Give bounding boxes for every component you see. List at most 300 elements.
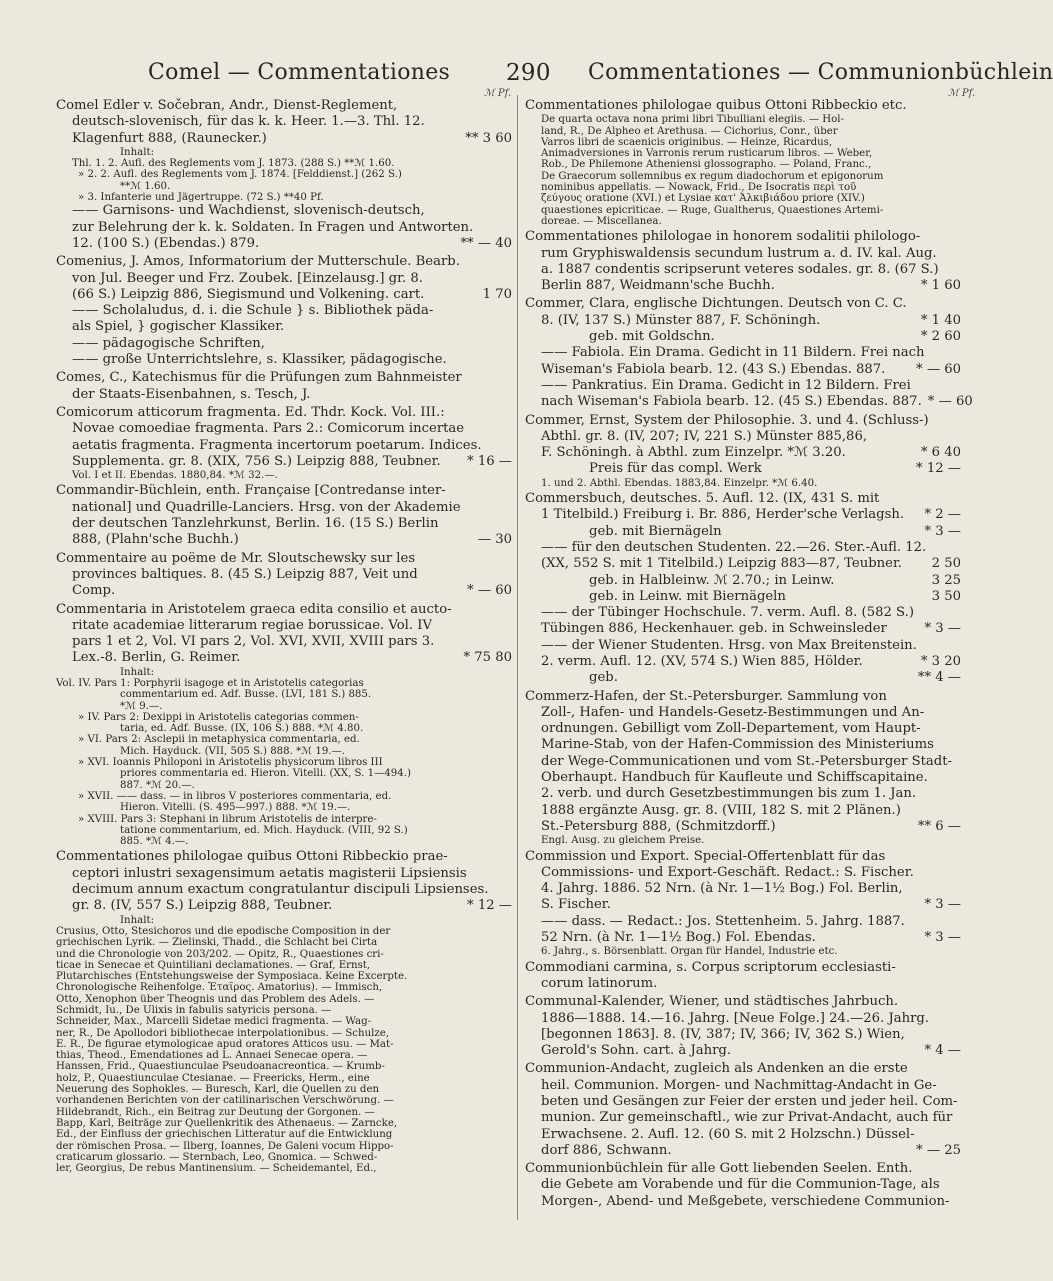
entry-text: von Jul. Beeger und Frz. Zoubek. [Einzelausg.] gr. 8. <box>72 270 423 286</box>
catalog-note-line <box>525 946 961 957</box>
catalog-entry-line <box>56 618 512 634</box>
catalog-note-line <box>56 1005 512 1016</box>
catalog-note-line <box>56 712 512 723</box>
catalog-entry-line <box>525 737 961 753</box>
entry-text: nominibus appellatis. — Nowack, Frid., De Isocratis περὶ τοῦ <box>541 182 857 194</box>
catalog-entry-line <box>525 556 961 572</box>
catalog-note-line <box>525 159 961 170</box>
catalog-entry-heading <box>525 229 961 245</box>
entry-text: provinces baltiques. 8. (45 S.) Leipzig 887, Veit und <box>72 566 418 582</box>
entry-price: * 12 — <box>916 461 961 477</box>
catalog-entry-heading <box>525 98 961 114</box>
entry-text: Hanssen, Frid., Quaestiunculae Pseudoanacreontica. — Krumb- <box>56 1061 385 1073</box>
catalog-entry-line <box>525 445 961 461</box>
entry-price: * 3 — <box>924 930 961 946</box>
entry-price: 2 50 <box>931 556 961 572</box>
left-column <box>56 98 512 1174</box>
entry-text: aetatis fragmenta. Fragmenta incertorum poetarum. Indices. <box>72 437 482 453</box>
entry-text: Comp. <box>72 583 116 599</box>
catalog-entry-line <box>525 881 961 897</box>
catalog-entry-line <box>525 507 961 523</box>
catalog-note-line <box>525 478 961 489</box>
catalog-entry-heading <box>56 405 512 421</box>
page-number: 290 <box>506 60 551 86</box>
catalog-entry-line <box>525 262 961 278</box>
entry-text: Vol. IV. Pars 1: Porphyrii isagoge et in Aristotelis categorias <box>56 677 364 689</box>
entry-text: Tübingen 886, Heckenhauer. geb. in Schweinsleder <box>541 621 887 637</box>
entry-price: — 30 <box>477 532 512 548</box>
entry-text: Marine-Stab, von der Hafen-Commission des Ministeriums <box>541 737 934 753</box>
catalog-entry-heading <box>56 849 512 865</box>
entry-text: » 2. 2. Aufl. des Reglements vom J. 1874. [Felddienst.] (262 S.) <box>78 169 402 181</box>
catalog-entry-line <box>56 203 512 219</box>
column-divider <box>517 95 518 1220</box>
entry-text: Communal-Kalender, Wiener, und städtisches Jahrbuch. <box>525 994 899 1010</box>
catalog-entry-line <box>525 1078 961 1094</box>
entry-text: » XVIII. Pars 3: Stephani in librum Aristotelis de interpre- <box>78 813 377 825</box>
catalog-entry-heading <box>56 370 512 386</box>
entry-text: —— der Wiener Studenten. Hrsg. von Max Breitenstein. <box>541 637 917 653</box>
entry-text: geb. mit Biernägeln <box>589 523 722 539</box>
catalog-note-line <box>56 994 512 1005</box>
entry-text: De quarta octava nona primi libri Tibulliani elegiis. — Hol- <box>541 114 844 126</box>
catalog-note-line <box>56 701 512 712</box>
catalog-entry-line <box>525 1143 961 1159</box>
catalog-entry-line <box>56 220 512 236</box>
catalog-entry-heading <box>525 1061 961 1077</box>
catalog-note-line <box>56 802 512 813</box>
entry-text: dorf 886, Schwann. <box>541 1142 672 1158</box>
entry-price: * 75 80 <box>463 650 512 666</box>
catalog-entry-line <box>525 1194 961 1210</box>
catalog-entry-heading <box>525 1161 961 1177</box>
entry-text: 1. und 2. Abthl. Ebendas. 1883,84. Einzelpr. *ℳ 6.40. <box>541 477 818 489</box>
entry-text: Bapp, Karl, Beiträge zur Quellenkritik des Athenaeus. — Zarncke, <box>56 1117 398 1129</box>
entry-text: als Spiel, } gogischer Klassiker. <box>72 319 285 335</box>
entry-price: * 3 — <box>924 621 961 637</box>
entry-text: Wiseman's Fabiola bearb. 12. (43 S.) Ebendas. 887. <box>541 361 886 377</box>
entry-text: gr. 8. (IV, 557 S.) Leipzig 888, Teubner. <box>72 898 333 914</box>
entry-price: * — 60 <box>916 361 961 377</box>
entry-text: **ℳ 1.60. <box>120 180 171 192</box>
catalog-entry-line <box>525 621 961 637</box>
catalog-entry-heading <box>56 551 512 567</box>
entry-text: decimum annum exactum congratulantur discipuli Lipsienses. <box>72 882 489 898</box>
catalog-entry-line <box>525 1043 961 1059</box>
entry-text: und die Chronologie von 203/202. — Opitz, R., Quaestiones cri- <box>56 948 384 960</box>
catalog-entry-line <box>525 429 961 445</box>
entry-text: der deutschen Tanzlehrkunst, Berlin. 16. (15 S.) Berlin <box>72 516 439 532</box>
catalog-entry-line <box>525 754 961 770</box>
catalog-entry-line <box>525 930 961 946</box>
catalog-note-line <box>525 182 961 193</box>
entry-text: Commentationes philologae quibus Ottoni Ribbeckio etc. <box>525 98 907 113</box>
catalog-note-line <box>525 205 961 216</box>
entry-text: 1886—1888. 14.—16. Jahrg. [Neue Folge.] 24.—26. Jahrg. <box>541 1010 930 1026</box>
entry-price: * 6 40 <box>920 445 961 461</box>
entry-text: Varros libri de scaenicis originibus. — Heinze, Ricardus, <box>541 136 833 148</box>
catalog-note-line <box>56 723 512 734</box>
entry-text: Commission und Export. Special-Offertenblatt für das <box>525 848 886 864</box>
entry-text: land, R., De Alpheo et Arethusa. — Cichorius, Conr., über <box>541 125 838 137</box>
entry-text: geb. mit Goldschn. <box>589 329 715 345</box>
catalog-note-line <box>56 1061 512 1072</box>
catalog-entry-line <box>525 654 961 670</box>
catalog-entry-line <box>56 567 512 583</box>
currency-mark-left: ℳ Pf. <box>484 88 512 99</box>
entry-text: Engl. Ausg. zu gleichem Preise. <box>541 835 705 847</box>
catalog-entry-line <box>56 866 512 882</box>
entry-text: Hieron. Vitelli. (S. 495—997.) 888. *ℳ 19.—. <box>120 802 351 814</box>
catalog-note-line <box>56 791 512 802</box>
catalog-note-line <box>56 937 512 948</box>
catalog-note-line <box>525 114 961 125</box>
catalog-entry-line <box>56 421 512 437</box>
catalog-entry-heading <box>525 491 961 507</box>
entry-price: * — 25 <box>916 1142 961 1158</box>
catalog-note-line <box>56 1084 512 1095</box>
catalog-note-line <box>56 1073 512 1084</box>
entry-price: * — 60 <box>467 583 512 599</box>
entry-text: Schmidt, Iu., De Ulixis in fabulis satyricis persona. — <box>56 1005 332 1016</box>
catalog-note-line <box>56 814 512 825</box>
entry-text: ner, R., De Apollodori bibliothecae interpolationibus. — Schulze, <box>56 1027 390 1039</box>
entry-price: * 2 — <box>924 507 961 523</box>
entry-price: * 16 — <box>467 453 512 469</box>
catalog-note-line <box>56 1016 512 1027</box>
catalog-note-line <box>56 169 512 180</box>
catalog-note-line <box>56 825 512 836</box>
entry-text: —— pädagogische Schriften, <box>72 335 265 351</box>
catalog-entry-line <box>56 336 512 352</box>
catalog-note-line <box>56 949 512 960</box>
catalog-note-line <box>56 1152 512 1163</box>
entry-price: ** 4 — <box>917 670 961 686</box>
entry-text: Berlin 887, Weidmann'sche Buchh. <box>541 278 775 294</box>
entry-text: Schneider, Max., Marcelli Sidetae medici fragmenta. — Wag- <box>56 1016 372 1028</box>
catalog-entry-line <box>56 438 512 454</box>
entry-text: 4. Jahrg. 1886. 52 Nrn. (à Nr. 1—1½ Bog.) Fol. Berlin, <box>541 881 903 897</box>
entry-price: ** — 40 <box>460 235 512 251</box>
catalog-note-line <box>56 926 512 937</box>
catalog-entry-heading <box>56 483 512 499</box>
entry-text: Zoll-, Hafen- und Handels-Gesetz-Bestimmungen und An- <box>541 704 925 720</box>
catalog-entry-line <box>525 1011 961 1027</box>
catalog-entry-line <box>56 287 512 303</box>
entry-text: munion. Zur gemeinschaftl., wie zur Privat-Andacht, auch für <box>541 1110 953 1126</box>
catalog-entry-line <box>525 605 961 621</box>
entry-text: Ed., der Einfluss der griechischen Litteratur auf die Entwicklung <box>56 1129 393 1141</box>
entry-text: Commersbuch, deutsches. 5. Aufl. 12. (IX, 431 S. mit <box>525 491 880 507</box>
entry-text: craticarum glossario. — Sternbach, Leo, Gnomica. — Schwed- <box>56 1151 378 1163</box>
entry-text: » XVI. Ioannis Philoponi in Aristotelis physicorum libros III <box>78 757 383 769</box>
catalog-note-line <box>525 137 961 148</box>
catalog-entry-line <box>525 329 961 345</box>
entry-text: E. R., De figurae etymologicae apud oratores Atticos usu. — Mat- <box>56 1038 394 1050</box>
catalog-note-line <box>56 1129 512 1140</box>
catalog-entry-heading <box>56 98 512 114</box>
catalog-entry-heading <box>525 960 961 976</box>
catalog-entry-line <box>525 976 961 992</box>
catalog-entry-line <box>525 670 961 686</box>
entry-text: De Graecorum sollemnibus ex regum diadochorum et epigonorum <box>541 170 884 182</box>
entry-text: doreae. — Miscellanea. <box>541 215 662 227</box>
entry-price: * 3 — <box>924 897 961 913</box>
entry-text: commentarium ed. Adf. Busse. (LVI, 181 S.) 885. <box>120 689 372 701</box>
entry-price: * 1 40 <box>920 312 961 328</box>
entry-text: Abthl. gr. 8. (IV, 207; IV, 221 S.) Münster 885,86, <box>541 428 868 444</box>
entry-text: Commentationes philologae quibus Ottoni Ribbeckio prae- <box>56 849 448 865</box>
entry-text: ζεύγους oratione (XVI.) et Lysiae κατ' Ἀλκιβιάδου priore (XIV.) <box>541 193 865 205</box>
catalog-note-line <box>56 1141 512 1152</box>
entry-text: rum Gryphiswaldensis secundum lustrum a. d. IV. kal. Aug. <box>541 245 937 261</box>
entry-text: 887. *ℳ 20.—. <box>120 779 195 791</box>
entry-text: 888, (Plahn'sche Buchh.) <box>72 532 239 548</box>
entry-text: taria, ed. Adf. Busse. (IX, 106 S.) 888. *ℳ 4.80. <box>120 723 364 735</box>
entry-text: 1 Titelbild.) Freiburg i. Br. 886, Herder'sche Verlagsh. <box>541 507 905 523</box>
catalog-entry-heading <box>525 689 961 705</box>
entry-text: Comenius, J. Amos, Informatorium der Mutterschule. Bearb. <box>56 254 460 270</box>
entry-text: Oberhaupt. Handbuch für Kaufleute und Schiffscapitaine. <box>541 770 928 786</box>
catalog-entry-line <box>56 650 512 666</box>
entry-text: Crusius, Otto, Stesichoros und die epodische Composition in der <box>56 925 391 937</box>
catalog-note-line <box>56 181 512 192</box>
entry-text: 8. (IV, 137 S.) Münster 887, F. Schöningh. <box>541 312 821 328</box>
catalog-note-line <box>56 192 512 203</box>
catalog-entry-line <box>525 1094 961 1110</box>
entry-text: der Wege-Communicationen und vom St.-Petersburger Stadt- <box>541 753 952 769</box>
catalog-note-line <box>56 836 512 847</box>
entry-text: Hildebrandt, Rich., ein Beitrag zur Deutung der Gorgonen. — <box>56 1106 375 1118</box>
catalog-entry-line <box>525 345 961 361</box>
entry-text: Communion-Andacht, zugleich als Andenken an die erste <box>525 1061 908 1077</box>
catalog-entry-line <box>525 1127 961 1143</box>
entry-text: —— der Tübinger Hochschule. 7. verm. Aufl. 8. (582 S.) <box>541 605 914 621</box>
catalog-entry-line <box>525 1110 961 1126</box>
catalog-entry-line <box>56 882 512 898</box>
entry-text: *ℳ 9.—. <box>120 700 163 712</box>
entry-text: nach Wiseman's Fabiola bearb. 12. (45 S.) Ebendas. 887. <box>541 394 922 410</box>
entry-text: Mich. Hayduck. (VII, 505 S.) 888. *ℳ 19.—. <box>120 745 345 757</box>
catalog-entry-line <box>56 271 512 287</box>
catalog-entry-line <box>56 114 512 130</box>
catalog-entry-line <box>525 914 961 930</box>
catalog-entry-line <box>56 583 512 599</box>
catalog-note-line <box>56 1028 512 1039</box>
entry-text: thias, Theod., Emendationes ad L. Annaei Senecae opera. — <box>56 1050 368 1062</box>
catalog-entry-line <box>56 131 512 147</box>
running-head-right: Commentationes — Communionbüchlein <box>588 60 1053 85</box>
catalog-note-line <box>56 971 512 982</box>
entry-text: 1888 ergänzte Ausg. gr. 8. (VIII, 182 S. mit 2 Plänen.) <box>541 802 901 818</box>
catalog-entry-heading <box>525 994 961 1010</box>
entry-text: (XX, 552 S. mit 1 Titelbild.) Leipzig 883—87, Teubner. <box>541 556 902 572</box>
entry-price: ** 6 — <box>917 818 961 834</box>
catalog-note-line <box>56 1039 512 1050</box>
entry-text: » XVII. —— dass. — in libros V posteriores commentaria, ed. <box>78 790 392 802</box>
catalog-entry-line <box>525 589 961 605</box>
entry-price: * 3 — <box>924 523 961 539</box>
catalog-entry-line <box>56 516 512 532</box>
entry-text: 2. verb. und durch Gesetzbestimmungen bis zum 1. Jan. <box>541 786 917 802</box>
catalog-entry-line <box>56 532 512 548</box>
catalog-entry-line <box>525 573 961 589</box>
catalog-entry-line <box>525 524 961 540</box>
entry-text: Animadversiones in Varronis rerum rusticarum libros. — Weber, <box>541 148 873 160</box>
entry-text: Comes, C., Katechismus für die Prüfungen zum Bahnmeister <box>56 370 462 386</box>
entry-text: Comicorum atticorum fragmenta. Ed. Thdr. Kock. Vol. III.: <box>56 404 445 420</box>
catalog-entry-line <box>56 634 512 650</box>
catalog-entry-line <box>525 313 961 329</box>
entry-text: ticae in Senecae et Quintiliani declamationes. — Graf, Ernst, <box>56 959 371 971</box>
entry-text: vorhandenen Berichten von der catilinarischen Verschwörung. — <box>56 1095 394 1107</box>
entry-text: Otto, Xenophon über Theognis und das Problem des Adels. — <box>56 993 375 1005</box>
entry-text: ceptori inlustri sexagensimum aetatis magisterii Lipsiensis <box>72 865 467 881</box>
catalog-entry-line <box>525 378 961 394</box>
entry-price: * 3 20 <box>920 653 961 669</box>
entry-text: Commer, Ernst, System der Philosophie. 3. und 4. (Schluss-) <box>525 412 929 428</box>
entry-text: Commer, Clara, englische Dichtungen. Deutsch von C. C. <box>525 296 907 312</box>
entry-text: Rob., De Philemone Atheniensi glossographo. — Poland, Franc., <box>541 159 872 171</box>
entry-text: griechischen Lyrik. — Zielinski, Thadd., die Schlacht bei Cirta <box>56 937 378 949</box>
catalog-entry-line <box>525 721 961 737</box>
entry-text: deutsch-slovenisch, für das k. k. Heer. 1.—3. Thl. 12. <box>72 114 425 130</box>
entry-price: * 12 — <box>467 898 512 914</box>
entry-text: 52 Nrn. (à Nr. 1—1½ Bog.) Fol. Ebendas. <box>541 930 816 946</box>
entry-price: 3 25 <box>931 572 961 588</box>
entry-text: heil. Communion. Morgen- und Nachmittag-Andacht in Ge- <box>541 1077 937 1093</box>
entry-text: Commerz-Hafen, der St.-Petersburger. Sammlung von <box>525 688 887 704</box>
catalog-entry-heading <box>525 849 961 865</box>
catalog-note-line <box>56 667 512 678</box>
entry-text: —— Garnisons- und Wachdienst, slovenisch-deutsch, <box>72 203 425 219</box>
catalog-note-line <box>56 1095 512 1106</box>
catalog-entry-line <box>525 897 961 913</box>
entry-text: Neuerung des Sophokles. — Buresch, Karl, die Quellen zu den <box>56 1084 380 1096</box>
entry-text: —— dass. — Redact.: Jos. Stettenheim. 5. Jahrg. 1887. <box>541 913 905 929</box>
entry-text: Vol. I et II. Ebendas. 1880,84. *ℳ 32.—. <box>72 470 278 482</box>
catalog-entry-heading <box>525 413 961 429</box>
catalog-entry-line <box>525 540 961 556</box>
catalog-entry-line <box>525 278 961 294</box>
catalog-note-line <box>56 1163 512 1174</box>
entry-text: zur Belehrung der k. k. Soldaten. In Fragen und Antworten. <box>72 219 474 235</box>
entry-text: Erwachsene. 2. Aufl. 12. (60 S. mit 2 Holzschn.) Düssel- <box>541 1126 915 1142</box>
catalog-entry-line <box>525 819 961 835</box>
catalog-note-line <box>56 470 512 481</box>
entry-price: ** 3 60 <box>465 130 512 146</box>
entry-price: 3 50 <box>931 588 961 604</box>
entry-text: beten und Gesängen zur Feier der ersten und jeder heil. Com- <box>541 1094 958 1109</box>
entry-text: Plutarchisches (Entstehungsweise der Symposiaca. Keine Excerpte. <box>56 971 408 983</box>
entry-text: Commandir-Büchlein, enth. Française [Contredanse inter- <box>56 483 446 499</box>
currency-mark-right: ℳ Pf. <box>948 88 976 99</box>
catalog-note-line <box>56 1050 512 1061</box>
entry-text: ler, Georgius, De rebus Mantinensium. — Scheidemantel, Ed., <box>56 1163 377 1175</box>
catalog-entry-heading <box>56 254 512 270</box>
entry-text: Commentationes philologae in honorem sodalitii philologo- <box>525 229 921 245</box>
page-header <box>0 60 1053 90</box>
entry-price: * 2 60 <box>920 329 961 345</box>
entry-text: 6. Jahrg., s. Börsenblatt. Organ für Handel, Industrie etc. <box>541 946 838 958</box>
catalog-entry-line <box>56 500 512 516</box>
entry-text: die Gebete am Vorabende und für die Communion-Tage, als <box>541 1177 940 1193</box>
catalog-note-line <box>525 148 961 159</box>
catalog-note-line <box>56 1118 512 1129</box>
catalog-note-line <box>56 734 512 745</box>
entry-text: —— Scholaludus, d. i. die Schule } s. Bibliothek päda- <box>72 303 434 319</box>
entry-text: [begonnen 1863]. 8. (IV, 387; IV, 366; IV, 362 S.) Wien, <box>541 1026 905 1042</box>
catalog-entry-heading <box>56 602 512 618</box>
entry-text: » IV. Pars 2: Dexippi in Aristotelis categorias commen- <box>78 711 359 723</box>
catalog-entry-line <box>525 362 961 378</box>
entry-text: tatione commentarium, ed. Mich. Hayduck. (VIII, 92 S.) <box>120 824 408 836</box>
catalog-note-line <box>56 768 512 779</box>
entry-text: geb. in Leinw. mit Biernägeln <box>589 588 786 604</box>
catalog-note-line <box>56 982 512 993</box>
entry-text: Klagenfurt 888, (Raunecker.) <box>72 130 267 146</box>
entry-text: 2. verm. Aufl. 12. (XV, 574 S.) Wien 885, Hölder. <box>541 653 863 669</box>
entry-text: Comel Edler v. Sočebran, Andr., Dienst-Reglement, <box>56 98 398 113</box>
entry-text: St.-Petersburg 888, (Schmitzdorff.) <box>541 818 776 834</box>
catalog-entry-line <box>56 319 512 335</box>
entry-text: Commentaria in Aristotelem graeca edita consilio et aucto- <box>56 601 452 617</box>
entry-text: Commissions- und Export-Geschäft. Redact.: S. Fischer. <box>541 864 914 880</box>
entry-text: Inhalt: <box>120 146 155 158</box>
entry-price: * — 60 <box>927 394 973 410</box>
entry-price: * 1 60 <box>920 278 961 294</box>
entry-text: quaestiones epicriticae. — Ruge, Gualtherus, Quaestiones Artemi- <box>541 204 884 216</box>
entry-text: (66 S.) Leipzig 886, Siegismund und Volkening. cart. <box>72 286 425 302</box>
entry-text: » VI. Pars 2: Asclepii in metaphysica commentaria, ed. <box>78 734 360 746</box>
catalog-note-line <box>525 835 961 846</box>
entry-price: 1 70 <box>482 286 512 302</box>
entry-text: corum latinorum. <box>541 975 658 991</box>
entry-text: national] und Quadrille-Lanciers. Hrsg. von der Akademie <box>72 499 461 515</box>
entry-text: priores commentaria ed. Hieron. Vitelli. (XX, S. 1—494.) <box>120 768 411 780</box>
entry-text: holz, P., Quaestiunculae Ctesianae. — Freericks, Herm., eine <box>56 1072 370 1084</box>
catalog-entry-line <box>525 246 961 262</box>
catalog-note-line <box>56 678 512 689</box>
entry-text: Inhalt: <box>120 666 155 678</box>
entry-text: » 3. Infanterie und Jägertruppe. (72 S.) **40 Pf. <box>78 192 324 204</box>
catalog-entry-line <box>525 705 961 721</box>
catalog-note-line <box>56 746 512 757</box>
entry-text: Communionbüchlein für alle Gott liebenden Seelen. Enth. <box>525 1161 913 1177</box>
catalog-note-line <box>525 171 961 182</box>
entry-text: Preis für das compl. Werk <box>589 461 762 477</box>
catalog-entry-line <box>56 387 512 403</box>
catalog-entry-line <box>56 454 512 470</box>
entry-text: —— Pankratius. Ein Drama. Gedicht in 12 Bildern. Frei <box>541 377 911 393</box>
catalog-note-line <box>56 689 512 700</box>
entry-text: ritate academiae litterarum regiae borussicae. Vol. IV <box>72 617 432 633</box>
catalog-note-line <box>56 757 512 768</box>
catalog-note-line <box>56 780 512 791</box>
running-head-left: Comel — Commentationes <box>148 60 451 85</box>
catalog-note-line <box>525 216 961 227</box>
catalog-entry-line <box>525 1177 961 1193</box>
entry-text: der römischen Prosa. — Ilberg, Ioannes, De Galeni vocum Hippo- <box>56 1140 394 1152</box>
entry-price: * 4 — <box>924 1043 961 1059</box>
entry-text: geb. in Halbleinw. ℳ 2.70.; in Leinw. <box>589 572 835 588</box>
right-column <box>525 98 973 1210</box>
entry-text: Thl. 1. 2. Aufl. des Reglements vom J. 1873. (288 S.) **ℳ 1.60. <box>72 158 395 170</box>
catalog-entry-line <box>525 865 961 881</box>
catalog-entry-heading <box>525 296 961 312</box>
catalog-note-line <box>525 126 961 137</box>
catalog-note-line <box>56 1107 512 1118</box>
